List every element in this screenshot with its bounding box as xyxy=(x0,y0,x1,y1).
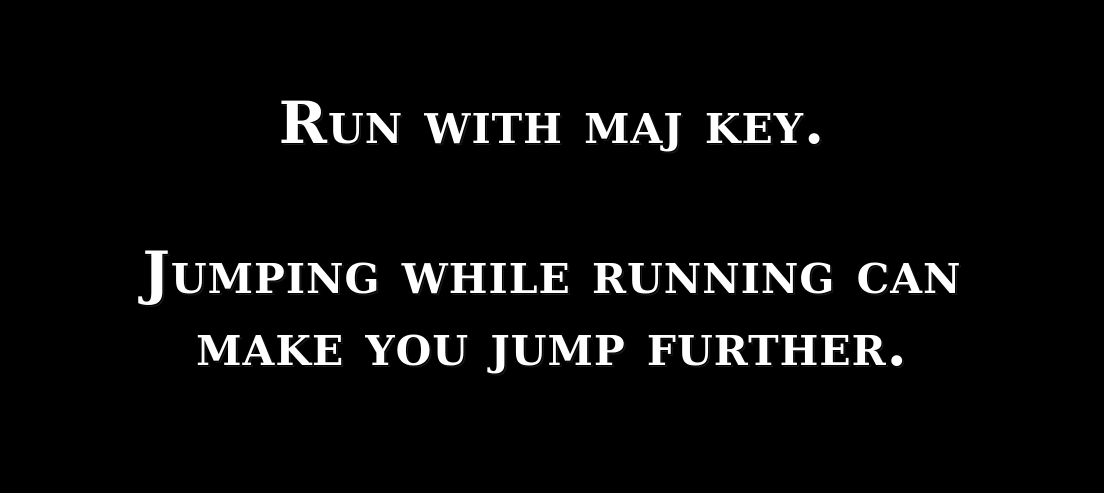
tip-run-with-maj-key: Run with maj key. xyxy=(278,89,826,157)
tip-jump-while-running-line-1: Jumping while running can xyxy=(142,239,962,307)
tip-jump-while-running-line-2: make you jump further. xyxy=(196,311,908,379)
